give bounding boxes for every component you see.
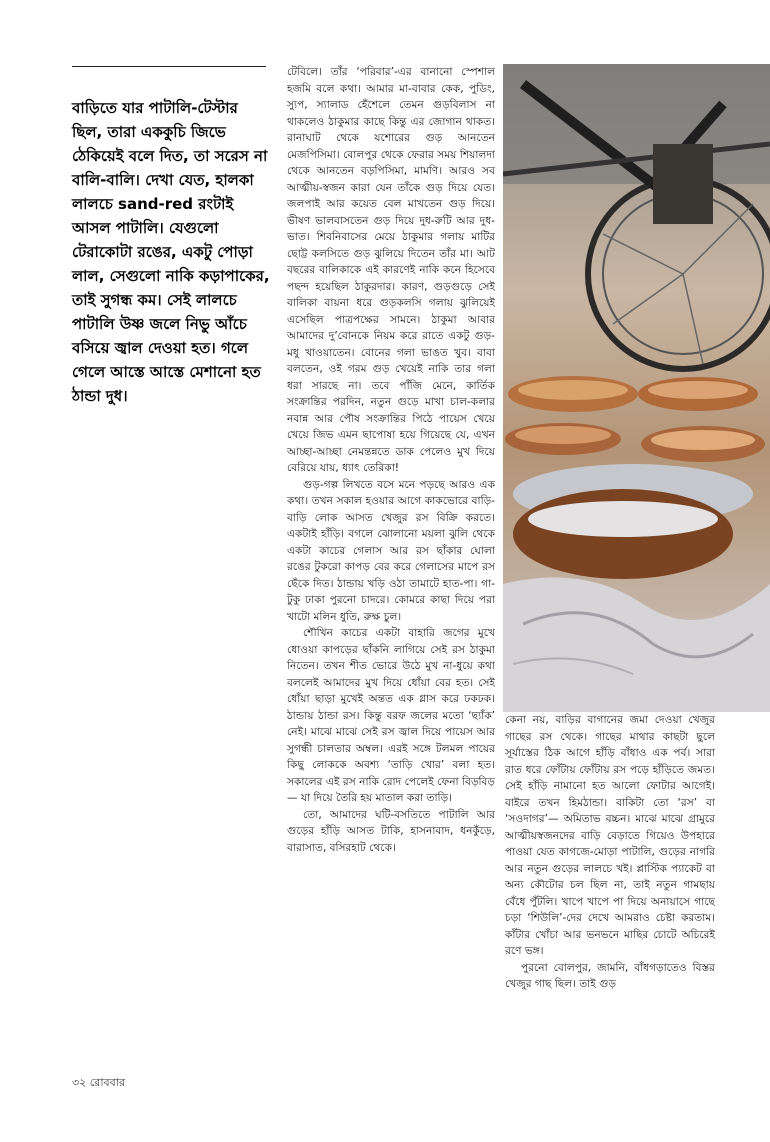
article-paragraph: কেনা নয়, বাড়ির বাগানের জমা দেওয়া খেজুর গাছের রস থেকে। গাছের মাথার কাছটা ছুলে সূর্যাস্তের ঠিক আগে হাঁড়ি বাঁধাও এক পর্ব। সারা রাত ধরে ফোঁটায় ফোঁটায় রস পড়ে হাঁড়িতে জমত। সেই হাঁড়ি নামানো হত আলো ফোটার আগেই। বাইরে তখন হিমঠান্ডা। বাকিটা তো ‘রস’ বা ‘সওদাগর’— অমিতাভ বচ্চন। মাঝে মাঝে গ্রামুরে আত্মীয়স্বজনদের বাড়ি বেড়াতে গিয়েও উপহারে পাওয়া যেত কাগজে-মোড়া পাটালি, গুড়ের নাগরি আর নতুন গুড়ের লালচে খই। প্লাস্টিক প্যাকেট বা অন্য কৌটোর চল ছিল না, তাই নতুন গামছায় বেঁধে পুঁটলি। খাপে খাপে পা দিয়ে অনায়াসে গাছে চড়া ‘শিউলি’-দের দেখে আমরাও চেষ্টা করতাম। কাঁটার খোঁচা আর ভনভনে মাছির চোটে অচিরেই রণে ভঙ্গ।: [505, 714, 715, 957]
article-paragraph: তো, আমাদের ঘটি-বসতিতে পাটালি আর গুড়ের হাঁড়ি আসত টাকি, হাসনাবাদ, ধনকুঁড়ে, বারাসাত, বসিরহাট থেকে।: [287, 808, 495, 854]
bicycle-with-jaggery-pots-illustration: [503, 64, 770, 712]
section-rule: [72, 66, 266, 67]
article-paragraph: টেবিলে। তাঁর ‘পরিবার’-এর বানানো স্পেশাল হজমি বলে কথা। আমার মা-বাবার কেক, পুডিং, স্যুপ, স্যালাড হেঁশেলে তেমন গুড়বিলাস না থাকলেও ঠাকুমার কাছে কিন্তু এর জোগান থাকত। রানাঘাট থেকে যশোরের গুড় আনতেন মেজপিসিমা। বোলপুর থেকে ফেরার সময় শিয়ালদা থেকে আনতেন বড়পিসিমা, মামণি। আরও সব আত্মীয়-স্বজন কারা যেন তাঁকে গুড় দিয়ে যেত। জলপাই আর কয়েত বেল মাখতেন গুড় দিয়ে। ভীষণ ভালবাসতেন গুড় দিয়ে দুধ-রুটি আর দুধ-ভাত। শিবনিবাসের মেয়ে ঠাকুমার গলায় মাটির ছোট্ট কলসিতে গুড় ঝুলিয়ে দিতেন তাঁর মা। আট বছরের বালিকাকে এই কারণেই নাকি কনে হিসেবে পছন্দ হয়েছিল ঠাকুরদার। কারণ, গুড়গুড়ে সেই বালিকা বায়না ধরে গুড়কলসি গলায় ঝুলিয়েই এসেছিল পাত্রপক্ষের সামনে। ঠাকুমা আবার আমাদের দু’বোনকে নিয়ম করে রাতে একটু গুড়-মধু খাওয়াতেন। বোনের গলা ভাঙত খুব। বাবা বলতেন, ওই গরম গুড় খেয়েই নাকি তার গলা ধরা সারছে না। তবে পাঁজি মেনে, কার্তিক সংক্রান্তির পরদিন, নতুন গুড়ে মাখা চাল-কলার নবান্ন আর পৌষ সংক্রান্তির পিঠে পায়েস খেয়ে খেয়ে জিভ এমন ছাপোষা হয়ে গিয়েছে যে, এখন আচ্ছা-আচ্ছা নেমন্তন্নতে ডাক পেলেও মুখ দিয়ে বেরিয়ে যায়, ধ্যাৎ তেরিকা!: [287, 66, 495, 474]
article-paragraph: পুরনো বোলপুর, জামনি, বাঁধগড়াতেও বিস্তর খেজুর গাছ ছিল। তাই গুড়: [505, 961, 715, 990]
article-paragraph: শৌখিন কাচের একটা বাহারি জগের মুখে ধোওয়া কাপড়ের ছাঁকনি লাগিয়ে সেই রস ঠাকুমা নিতেন। তখন শীত ভোরে উঠে মুখ না-ধুয়ে কথা বললেই আমাদের মুখ দিয়ে ধোঁয়া বের হত। সেই ধোঁয়া ছাড়া মুখেই অন্তত এক গ্লাস করে ঢকঢক। ঠান্ডায় ঠান্ডা রস। কিন্তু বরফ জলের মতো ‘ছ্যাঁক’ নেই। মাঝে মাঝে সেই রস জ্বাল দিয়ে পায়েস আর সুগন্ধী চালতার অম্বল। এরই সঙ্গে টলমল পায়ের কিছু লোককে অবশ্য ‘তাড়ি খোর’ বলা হত। সকালের এই রস নাকি রোদ পেলেই ফেনা বিড়বিড়— যা দিয়ে তৈরি হয় মাতাল করা তাড়ি।: [287, 627, 495, 804]
article-column-middle: [287, 64, 495, 1064]
page-footer: ৩২ রোববার: [72, 1076, 125, 1089]
pull-quote: [72, 96, 272, 408]
article-paragraph: গুড়-গল্প লিখতে বসে মনে পড়ছে আরও এক কথা। তখন সকাল হওয়ার আগে কাকভোরে বাড়ি-বাড়ি লোক আসত খেজুর রস বিক্রি করতে। একটাই হাঁড়ি। বগলে ঝোলানো ময়লা ঝুলি থেকে একটা কাচের গেলাস আর রস ছাঁকার ঘোলা রঙের টুকরো কাপড় বের করে গেলাসের মাপে রস ছেঁকে দিত। ঠান্ডায় খড়ি ওঠা তামাটে হাত-পা। গা-টুকু ঢাকা পুরনো চাদরে। কোমরে কাছা দিয়ে পরা খাটো মলিন ধুতি, রুক্ষ চুল।: [287, 478, 495, 623]
pull-quote-text: বাড়িতে যার পাটালি-টেস্টার ছিল, তারা এককুচি জিভে ঠেকিয়েই বলে দিত, তা সরেস না বালি-বালি। দেখা যেত, হালকা লালচে sand-red রংটাই আসল পাটালি। যেগুলো টেরাকোটা রঙের, একটু পোড়া লাল, সেগুলো নাকি কড়াপাকের, তাই সুগন্ধ কম। সেই লালচে পাটালি উষ্ণ জলে নিভু আঁচে বসিয়ে জ্বাল দেওয়া হত। গলে গেলে আস্তে আস্তে মেশানো হত ঠান্ডা দুধ।: [72, 99, 270, 405]
article-column-right: [505, 712, 715, 1064]
article-photo: [503, 64, 770, 712]
